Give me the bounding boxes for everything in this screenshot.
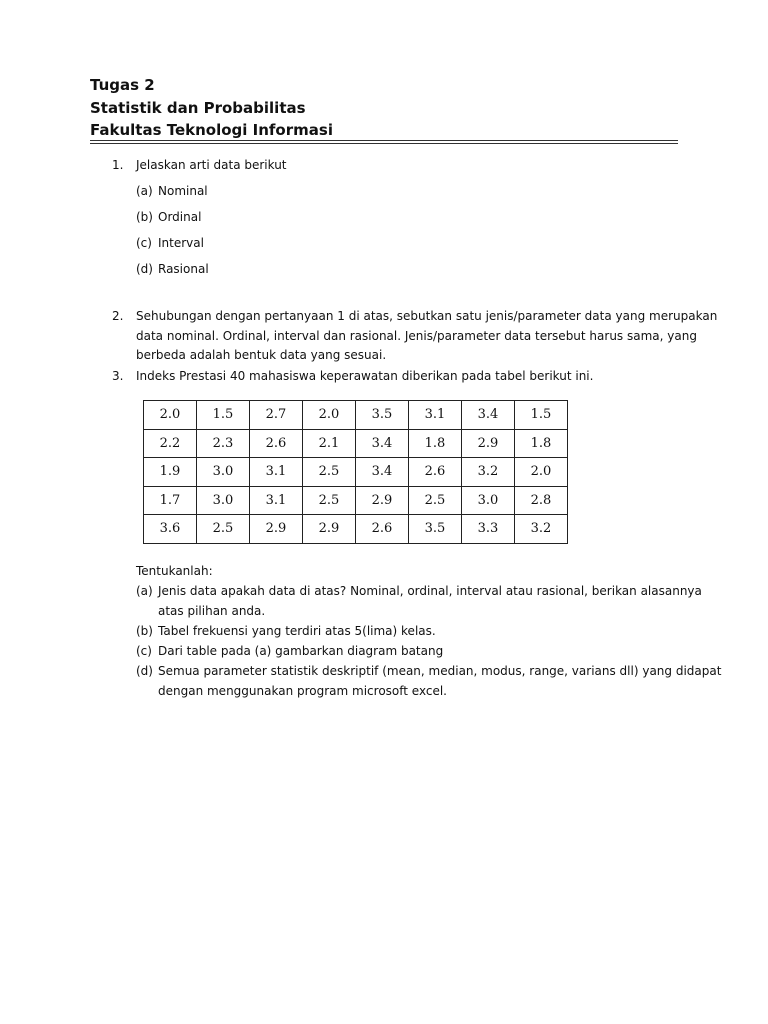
table-cell: 3.0 <box>197 486 250 515</box>
q1-item-d-label: (d) <box>136 262 153 276</box>
table-cell: 2.9 <box>356 486 409 515</box>
table-cell: 1.7 <box>144 486 197 515</box>
task-d-line-2: dengan menggunakan program microsoft excel. <box>158 683 447 698</box>
table-cell: 3.4 <box>356 458 409 487</box>
table-cell: 1.9 <box>144 458 197 487</box>
question-1-text: Jelaskan arti data berikut <box>136 158 287 172</box>
task-b-line-1: Tabel frekuensi yang terdiri atas 5(lima) kelas. <box>158 624 436 638</box>
document-header <box>90 74 680 142</box>
q1-item-c-text: Interval <box>158 236 204 250</box>
task-d-line-1: Semua parameter statistik deskriptif (mean, median, modus, range, varians dll) yang didapat <box>158 664 722 678</box>
table-cell: 2.7 <box>250 401 303 430</box>
table-row <box>144 401 568 430</box>
table-cell: 2.6 <box>409 458 462 487</box>
q1-item-a-label: (a) <box>136 184 153 198</box>
table-cell: 3.0 <box>197 458 250 487</box>
question-1-number: 1. <box>112 158 124 172</box>
table-cell: 3.0 <box>462 486 515 515</box>
task-b-label: (b) <box>136 624 153 638</box>
table-cell: 3.4 <box>462 401 515 430</box>
table-cell: 2.6 <box>250 429 303 458</box>
table-row <box>144 486 568 515</box>
table-cell: 2.9 <box>250 515 303 544</box>
task-a-label: (a) <box>136 584 153 598</box>
table-cell: 3.2 <box>515 515 568 544</box>
table-cell: 2.0 <box>303 401 356 430</box>
question-3-text: Indeks Prestasi 40 mahasiswa keperawatan diberikan pada tabel berikut ini. <box>136 369 594 383</box>
table-row <box>144 458 568 487</box>
table-cell: 3.6 <box>144 515 197 544</box>
task-c-label: (c) <box>136 644 152 658</box>
table-cell: 1.8 <box>409 429 462 458</box>
question-2-line-1: Sehubungan dengan pertanyaan 1 di atas, sebutkan satu jenis/parameter data yang merupakan <box>136 309 718 323</box>
q1-item-b-label: (b) <box>136 210 153 224</box>
table-cell: 2.8 <box>515 486 568 515</box>
task-a-line-2: atas pilihan anda. <box>158 603 266 618</box>
table-cell: 3.1 <box>250 486 303 515</box>
task-c-line-1: Dari table pada (a) gambarkan diagram batang <box>158 644 444 658</box>
q1-item-d-text: Rasional <box>158 262 209 276</box>
table-cell: 1.5 <box>197 401 250 430</box>
table-cell: 2.5 <box>303 458 356 487</box>
table-cell: 3.3 <box>462 515 515 544</box>
table-cell: 2.0 <box>515 458 568 487</box>
question-3-number: 3. <box>112 369 124 383</box>
table-cell: 3.5 <box>409 515 462 544</box>
question-2-line-3: berbeda adalah bentuk data yang sesuai. <box>136 348 387 362</box>
table-cell: 2.5 <box>303 486 356 515</box>
question-2-line-2: data nominal. Ordinal, interval dan rasional. Jenis/parameter data tersebut harus sama, yang <box>136 328 697 343</box>
q1-item-c-label: (c) <box>136 236 152 250</box>
task-d-label: (d) <box>136 664 153 678</box>
table-cell: 1.8 <box>515 429 568 458</box>
table-cell: 3.1 <box>250 458 303 487</box>
table-cell: 2.9 <box>303 515 356 544</box>
table-cell: 2.3 <box>197 429 250 458</box>
table-row <box>144 515 568 544</box>
table-cell: 2.0 <box>144 401 197 430</box>
table-cell: 2.5 <box>197 515 250 544</box>
q1-item-b-text: Ordinal <box>158 210 202 224</box>
header-rule-top <box>90 140 678 141</box>
table-cell: 1.5 <box>515 401 568 430</box>
table-cell: 2.1 <box>303 429 356 458</box>
question-2-number: 2. <box>112 309 124 323</box>
header-rule-bottom <box>90 143 678 144</box>
q1-item-a-text: Nominal <box>158 184 208 198</box>
table-cell: 2.9 <box>462 429 515 458</box>
assignment-title: Tugas 2 <box>90 76 155 94</box>
table-row <box>144 429 568 458</box>
table-cell: 2.2 <box>144 429 197 458</box>
task-a-line-1: Jenis data apakah data di atas? Nominal, ordinal, interval atau rasional, berikan alasannya <box>158 584 702 598</box>
gpa-data-table <box>143 400 568 544</box>
gpa-table-body <box>144 401 568 544</box>
table-cell: 3.4 <box>356 429 409 458</box>
table-cell: 3.5 <box>356 401 409 430</box>
table-cell: 2.6 <box>356 515 409 544</box>
tentukanlah-label: Tentukanlah: <box>136 564 213 578</box>
table-cell: 2.5 <box>409 486 462 515</box>
table-cell: 3.2 <box>462 458 515 487</box>
table-cell: 3.1 <box>409 401 462 430</box>
faculty-name: Fakultas Teknologi Informasi <box>90 121 333 139</box>
course-name: Statistik dan Probabilitas <box>90 98 306 117</box>
